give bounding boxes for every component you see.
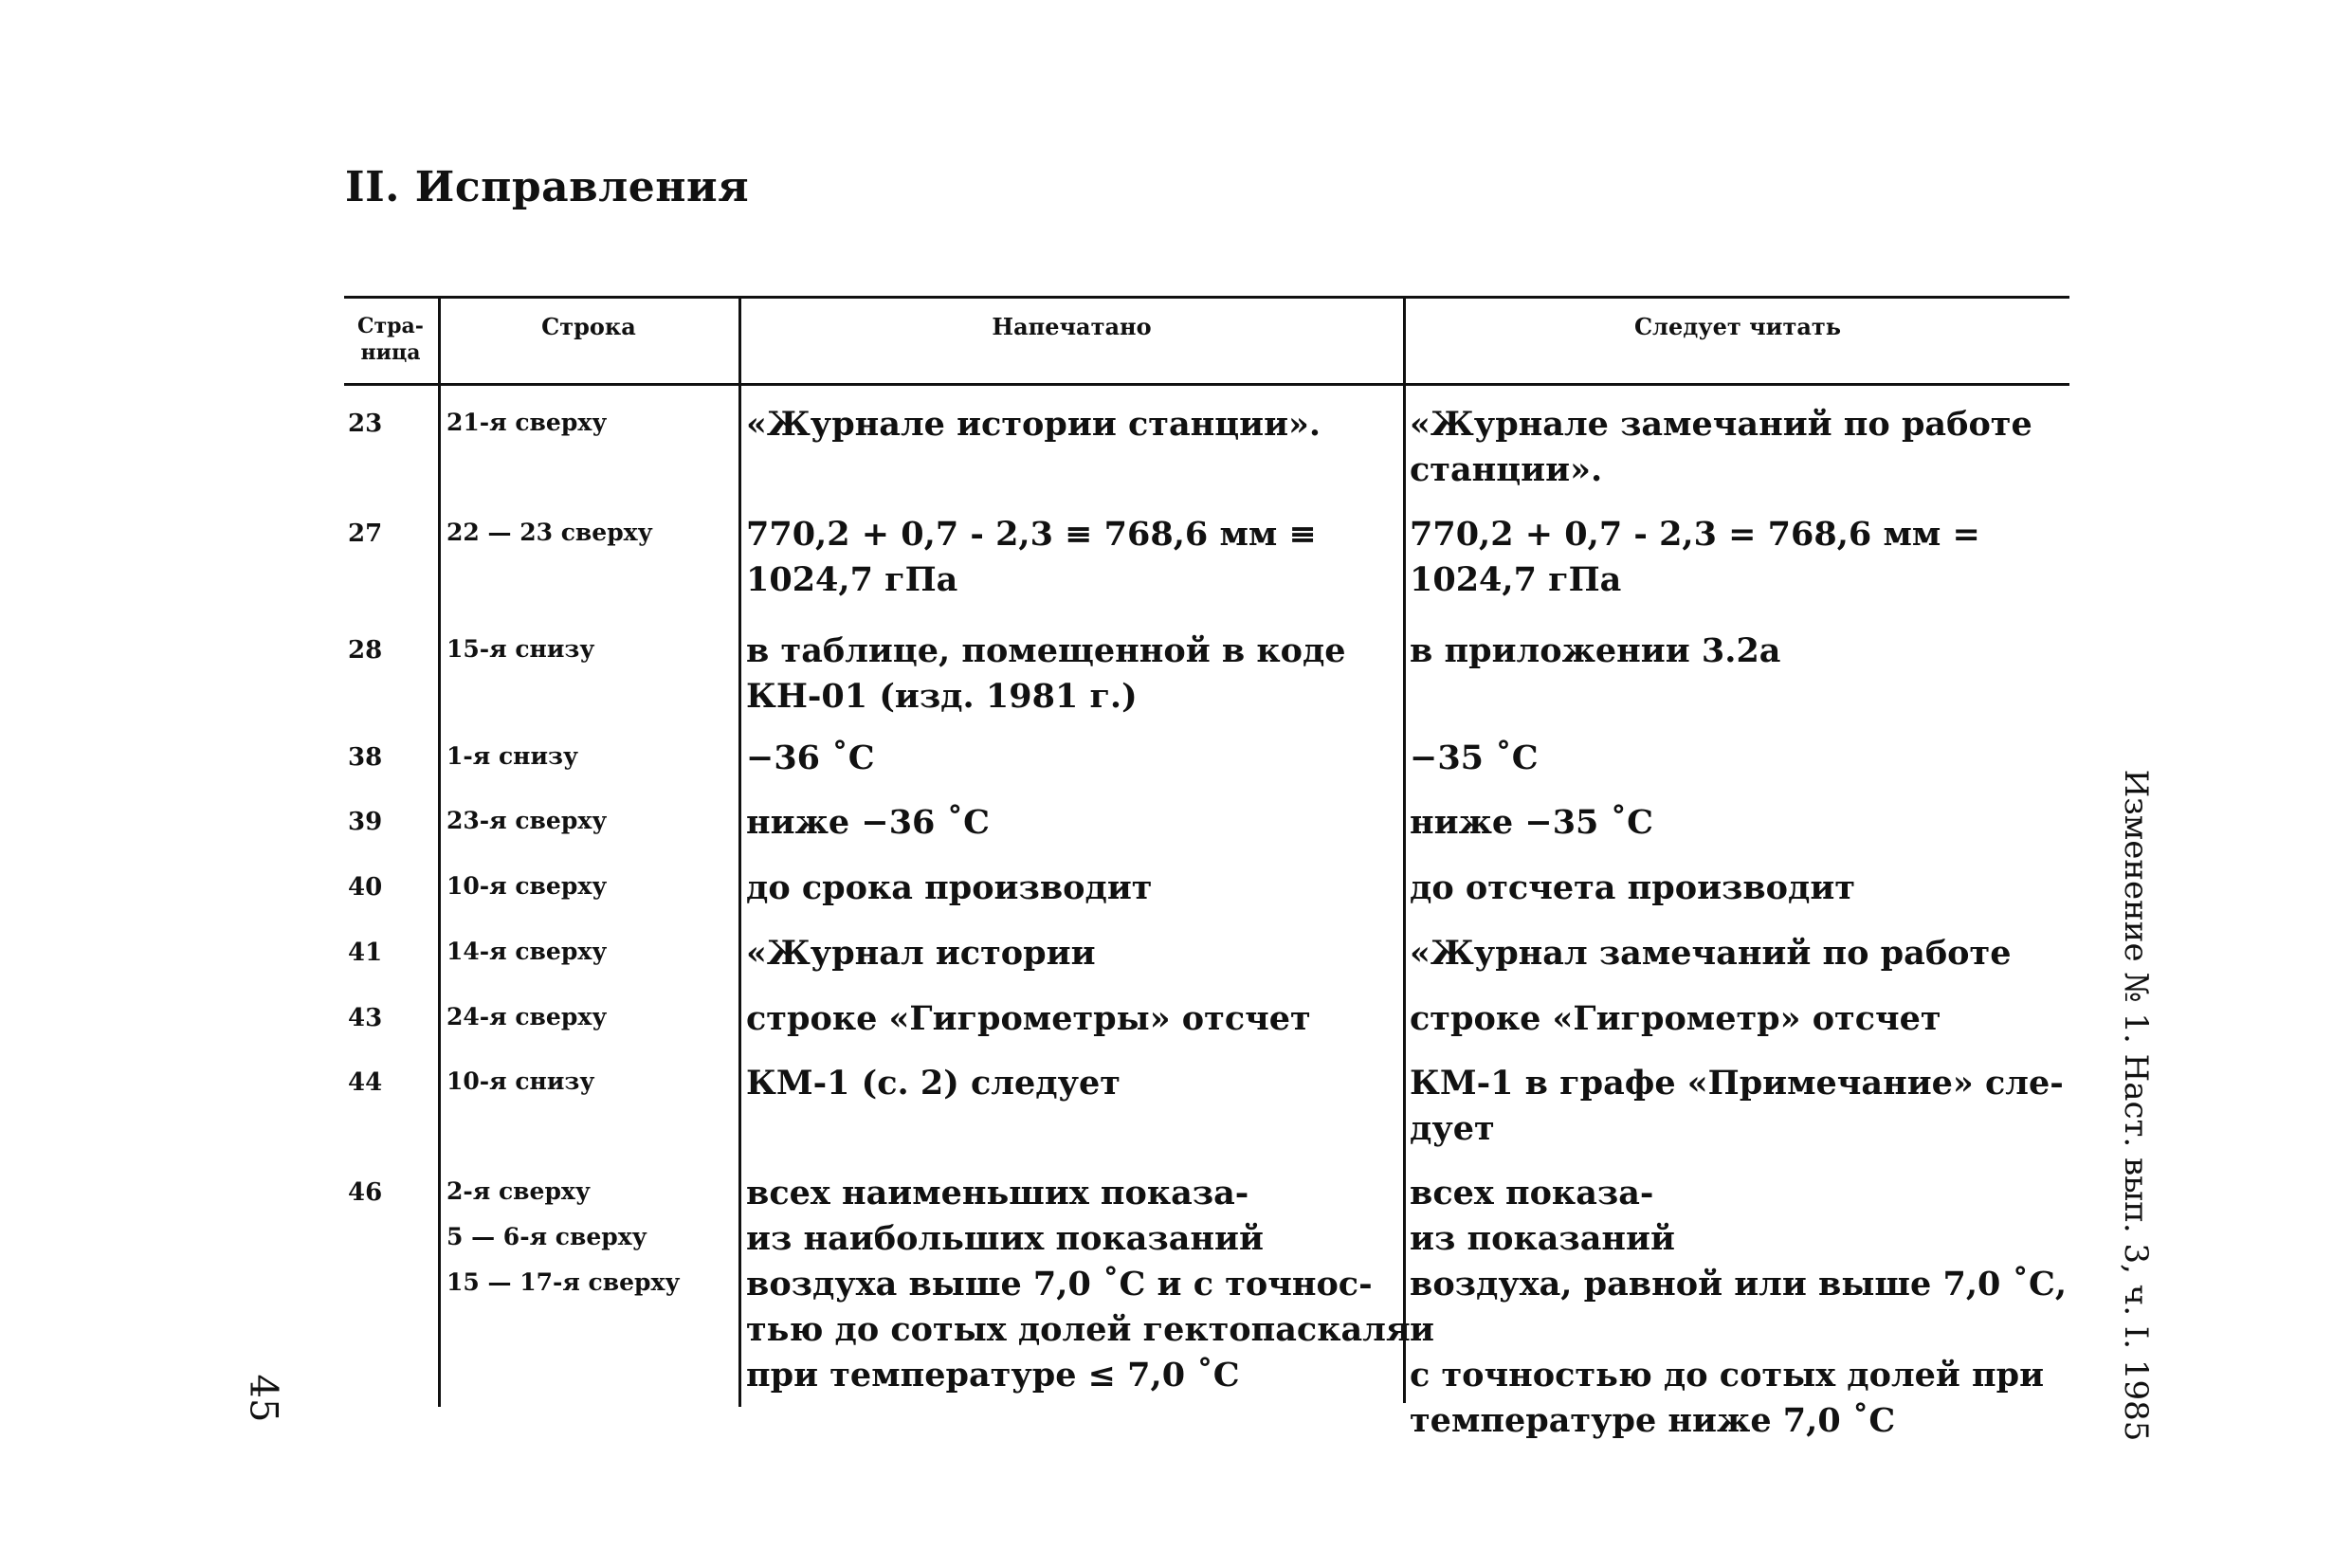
column-divider [738, 296, 741, 1407]
cell-page: 46 [348, 1178, 383, 1207]
cell-line: 2-я сверху 5 — 6-я сверху 15 — 17-я сверху [447, 1177, 681, 1296]
cell-page: 28 [348, 636, 383, 665]
cell-page: 44 [348, 1068, 383, 1097]
cell-page: 43 [348, 1004, 383, 1032]
cell-should-read: строке «Гигрометр» отсчет [1410, 999, 1941, 1038]
header-bottom-rule [344, 383, 2069, 386]
cell-printed: «Журнале истории станции». [746, 405, 1321, 444]
cell-should-read: всех показа- из показаний воздуха, равной или выше 7,0 ˚С, и с точностью до сотых долей при температуре ниже 7,0 ˚С [1410, 1174, 2068, 1440]
cell-should-read: в приложении 3.2а [1410, 631, 1781, 670]
cell-should-read: ниже −35 ˚С [1410, 803, 1653, 842]
header-printed: Напечатано [992, 313, 1152, 340]
cell-page: 38 [348, 743, 383, 772]
cell-should-read: «Журнал замечаний по работе [1410, 934, 2012, 973]
cell-printed: строке «Гигрометры» отсчет [746, 999, 1311, 1038]
cell-printed: всех наименьших показа- из наибольших показаний воздуха выше 7,0 ˚С и с точнос- тью до сотых долей гектопаскаля при температуре ≤ 7,0 ˚С [746, 1174, 1411, 1395]
column-divider [438, 296, 441, 1407]
cell-line: 10-я сверху [447, 872, 608, 900]
cell-page: 41 [348, 939, 383, 967]
cell-printed: «Журнал истории [746, 934, 1096, 973]
cell-should-read: «Журнале замечаний по работе станции». [1410, 405, 2032, 489]
header-should-read: Следует читать [1633, 313, 1842, 340]
cell-should-read: 770,2 + 0,7 - 2,3 = 768,6 мм = 1024,7 гПа [1410, 515, 1980, 599]
cell-line: 21-я сверху [447, 409, 608, 436]
cell-printed: ниже −36 ˚С [746, 803, 990, 842]
cell-page: 27 [348, 520, 383, 548]
cell-line: 23-я сверху [447, 807, 608, 834]
cell-line: 10-я снизу [447, 1067, 595, 1095]
table-top-rule [344, 296, 2069, 299]
cell-page: 23 [348, 410, 383, 438]
cell-line: 22 — 23 сверху [447, 519, 653, 546]
cell-should-read: до отсчета производит [1410, 868, 1856, 907]
page-number: 45 [241, 1374, 285, 1423]
cell-line: 1-я снизу [447, 742, 578, 770]
cell-page: 40 [348, 873, 383, 902]
header-page: Стра- ница [357, 314, 424, 365]
section-title: II. Исправления [345, 163, 750, 211]
header-line: Строка [541, 313, 636, 340]
cell-should-read: −35 ˚С [1410, 738, 1539, 777]
cell-printed: −36 ˚С [746, 738, 875, 777]
cell-line: 14-я сверху [447, 938, 608, 965]
cell-line: 15-я снизу [447, 635, 595, 663]
cell-line: 24-я сверху [447, 1003, 608, 1030]
cell-printed: до срока производит [746, 868, 1153, 907]
cell-page: 39 [348, 808, 383, 836]
side-note: Изменение № 1. Наст. вып. 3, ч. I. 1985 [2117, 769, 2155, 1442]
cell-printed: в таблице, помещенной в коде КН-01 (изд. 1981 г.) [746, 631, 1346, 716]
cell-printed: 770,2 + 0,7 - 2,3 ≡ 768,6 мм ≡ 1024,7 гПа [746, 515, 1317, 599]
cell-should-read: КМ-1 в графе «Примечание» сле- дует [1410, 1064, 2064, 1148]
cell-printed: КМ-1 (с. 2) следует [746, 1064, 1121, 1103]
